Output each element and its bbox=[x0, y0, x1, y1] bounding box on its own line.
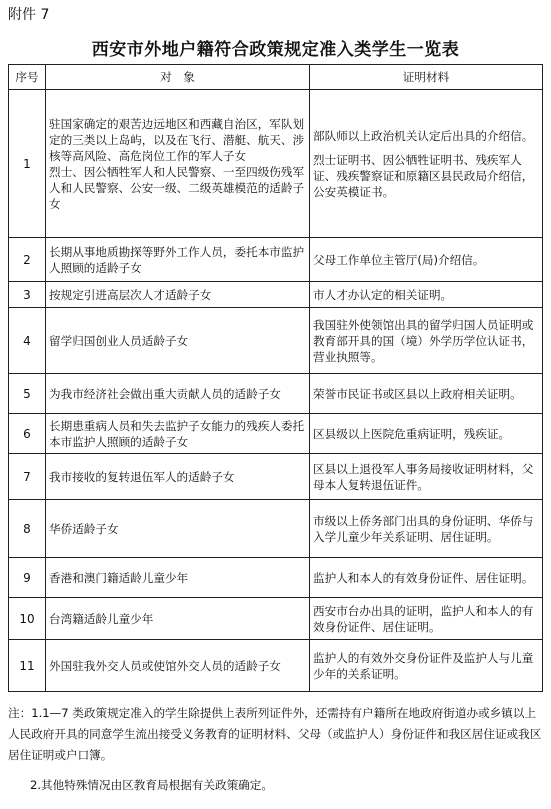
table-header-row bbox=[9, 65, 543, 90]
table-row bbox=[9, 500, 543, 558]
table-row bbox=[9, 414, 543, 454]
row-subject: 外国驻我外交人员或使馆外交人员的适龄子女 bbox=[46, 640, 310, 692]
header-proof: 证明材料 bbox=[310, 65, 543, 90]
row-proof-a: 部队师以上政治机关认定后出具的介绍信。 bbox=[313, 128, 534, 143]
table-row bbox=[9, 640, 543, 692]
row-no: 4 bbox=[9, 308, 46, 374]
row-proof: 我国驻外使领馆出具的留学归国人员证明或教育部开具的国（境）外学历学位认证书，营业执照等。 bbox=[310, 308, 543, 374]
table-row bbox=[9, 308, 543, 374]
row-subject-b: 烈士、因公牺牲军人和人民警察、一至四级伤残军人和人民警察、公安一级、二级英雄模范的适龄子女 bbox=[49, 164, 305, 211]
table-row bbox=[9, 90, 543, 238]
table-row bbox=[9, 558, 543, 598]
row-subject: 留学归国创业人员适龄子女 bbox=[46, 308, 310, 374]
policy-table bbox=[8, 64, 543, 692]
row-proof: 市级以上侨务部门出具的身份证明、华侨与入学儿童少年关系证明、居住证明。 bbox=[310, 500, 543, 558]
attachment-label: 附件 7 bbox=[8, 7, 50, 23]
row-no: 7 bbox=[9, 454, 46, 500]
row-subject: 按规定引进高层次人才适龄子女 bbox=[46, 282, 310, 308]
row-proof: 区县级以上医院危重病证明，残疾证。 bbox=[310, 414, 543, 454]
table-row bbox=[9, 454, 543, 500]
row-proof: 市人才办认定的相关证明。 bbox=[310, 282, 543, 308]
table-row bbox=[9, 598, 543, 640]
row-proof: 父母工作单位主管厅(局)介绍信。 bbox=[310, 238, 543, 282]
header-subject: 对 象 bbox=[46, 65, 310, 90]
note-2: 2.其他特殊情况由区教育局根据有关政策确定。 bbox=[30, 778, 273, 792]
row-subject: 我市接收的复转退伍军人的适龄子女 bbox=[46, 454, 310, 500]
row-subject-a: 驻国家确定的艰苦边远地区和西藏自治区，军队划定的三类以上岛屿，以及在飞行、潜艇、航天、涉核等高风险、高危岗位工作的军人子女 bbox=[49, 116, 305, 163]
row-no: 3 bbox=[9, 282, 46, 308]
row-subject: 香港和澳门籍适龄儿童少年 bbox=[46, 558, 310, 598]
row-no: 9 bbox=[9, 558, 46, 598]
row-no: 11 bbox=[9, 640, 46, 692]
row-no: 2 bbox=[9, 238, 46, 282]
row-proof: 监护人和本人的有效身份证件、居住证明。 bbox=[310, 558, 543, 598]
row-no: 1 bbox=[9, 90, 46, 238]
row-subject: 长期患重病人员和失去监护子女能力的残疾人委托本市监护人照顾的适龄子女 bbox=[46, 414, 310, 454]
row-subject: 华侨适龄子女 bbox=[46, 500, 310, 558]
row-no: 8 bbox=[9, 500, 46, 558]
spacer bbox=[313, 144, 539, 152]
row-proof: 监护人的有效外交身份证件及监护人与儿童少年的关系证明。 bbox=[310, 640, 543, 692]
row-no: 10 bbox=[9, 598, 46, 640]
row-proof bbox=[310, 90, 543, 238]
row-subject: 长期从事地质勘探等野外工作人员，委托本市监护人照顾的适龄子女 bbox=[46, 238, 310, 282]
table-row bbox=[9, 282, 543, 308]
row-proof: 西安市台办出具的证明，监护人和本人的有效身份证件、居住证明。 bbox=[310, 598, 543, 640]
header-no: 序号 bbox=[9, 65, 46, 90]
table-row bbox=[9, 238, 543, 282]
row-proof: 区县以上退役军人事务局接收证明材料，父母本人复转退伍证件。 bbox=[310, 454, 543, 500]
row-subject: 台湾籍适龄儿童少年 bbox=[46, 598, 310, 640]
page-title: 西安市外地户籍符合政策规定准入类学生一览表 bbox=[91, 40, 460, 60]
row-proof-b: 烈士证明书、因公牺牲证明书、残疾军人证、残疾警察证和原籍区县民政局介绍信，公安英模证书。 bbox=[313, 152, 534, 199]
row-subject bbox=[46, 90, 310, 238]
row-no: 5 bbox=[9, 374, 46, 414]
note-prefix: 注： bbox=[8, 706, 32, 720]
row-subject: 为我市经济社会做出重大贡献人员的适龄子女 bbox=[46, 374, 310, 414]
row-no: 6 bbox=[9, 414, 46, 454]
note-1 bbox=[8, 703, 542, 766]
table-row bbox=[9, 374, 543, 414]
note-1-text: 1.1—7 类政策规定准入的学生除提供上表所列证件外，还需持有户籍所在地政府街道办或乡镇以上人民政府开具的同意学生流出接受义务教育的证明材料、父母（或监护人）身份证件和我区居住证或我区居住证明或户口簿。 bbox=[8, 706, 542, 762]
row-proof: 荣誉市民证书或区县以上政府相关证明。 bbox=[310, 374, 543, 414]
